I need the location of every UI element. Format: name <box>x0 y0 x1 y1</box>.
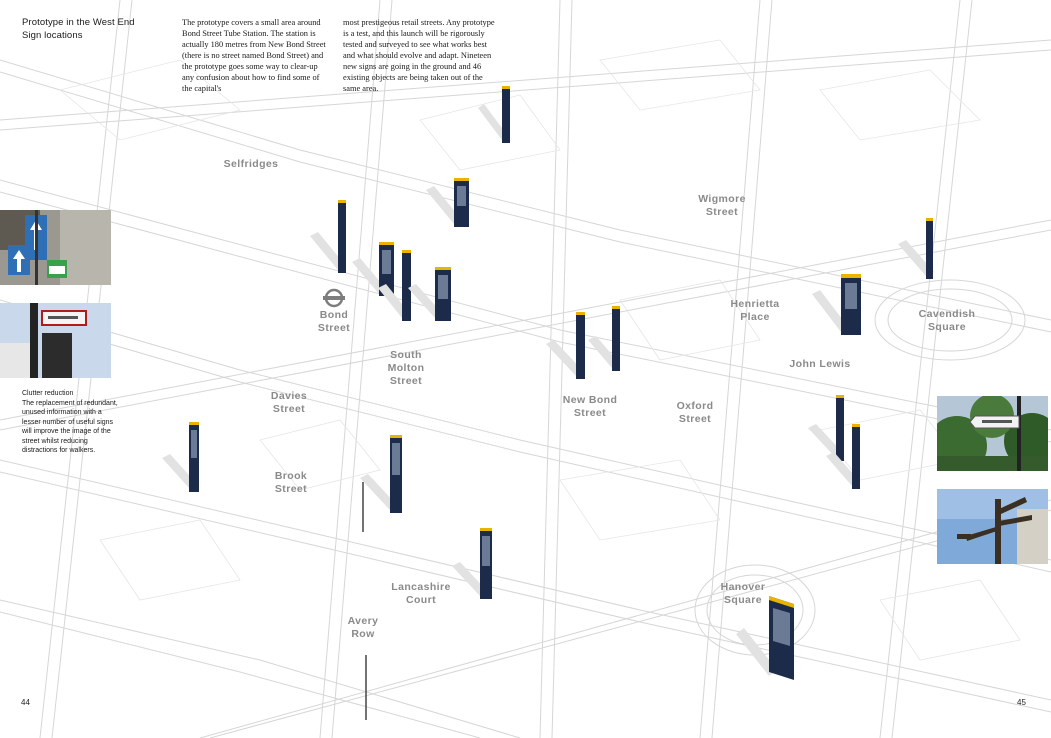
sign-marker <box>452 528 492 599</box>
sign-marker <box>162 422 199 492</box>
map-label-selfridges: Selfridges <box>223 158 279 170</box>
photo-old-signs <box>0 210 111 285</box>
map-label-lancashire-court: Lancashire Court <box>391 581 451 606</box>
map-label-cavendish-square: Cavendish Square <box>918 308 976 333</box>
underground-roundel-icon <box>323 290 345 306</box>
map-label-oxford-street: Oxford Street <box>676 400 714 425</box>
title-line-2: Sign locations <box>22 29 83 41</box>
map-label-avery-row: Avery Row <box>347 615 379 640</box>
intro-column-1: The prototype covers a small area around Bond Street Tube Station. The station is actually 180 metres from New Bond Street (there is no street named Bond Street) and the prototype goes some way to clear-up any confusion about how to find some of the capital's <box>182 18 326 93</box>
page-number-right: 45 <box>1017 698 1026 707</box>
sign-marker <box>426 178 469 227</box>
intro-column-2: most prestigeous retail streets. Any prototype is a test, and this launch will be rigorously tested and surveyed to see what works best and what should evolve and adapt. Nineteen new signs are going in the ground and 46 existing objects are being taken out of the same area. <box>343 18 495 93</box>
map-label-bond-street: Bond Street <box>317 309 351 334</box>
photo-old-fingerpost <box>937 489 1048 564</box>
map-label-new-bond-street: New Bond Street <box>562 394 618 419</box>
map-label-davies-street: Davies Street <box>270 390 308 415</box>
sign-marker <box>898 218 934 279</box>
map-label-hanover-square: Hanover Square <box>720 581 766 606</box>
map-label-henrietta-place: Henrietta Place <box>730 298 780 323</box>
clutter-heading: Clutter reduction <box>22 390 74 397</box>
sign-marker <box>736 596 794 680</box>
photo-fingerpost-trees <box>937 396 1048 471</box>
page-number-left: 44 <box>21 698 30 707</box>
sign-marker <box>808 395 844 461</box>
sign-marker <box>478 86 510 143</box>
clutter-note <box>22 389 118 456</box>
sign-marker <box>310 200 346 273</box>
title-line-1: Prototype in the West End <box>22 17 135 28</box>
clutter-body: The replacement of redundant, unused information with a lesser number of useful signs will improve the image of the street whilst reducing distractions for walkers. <box>22 399 118 454</box>
page-title <box>22 17 135 42</box>
photo-signpost <box>0 303 111 378</box>
map-label-south-molton-street: South Molton Street <box>387 349 425 387</box>
map-label-brook-street: Brook Street <box>274 470 308 495</box>
sign-marker <box>408 267 451 321</box>
map-label-wigmore-street: Wigmore Street <box>698 193 746 218</box>
map-label-john-lewis: John Lewis <box>789 358 851 370</box>
sign-marker <box>360 435 402 513</box>
